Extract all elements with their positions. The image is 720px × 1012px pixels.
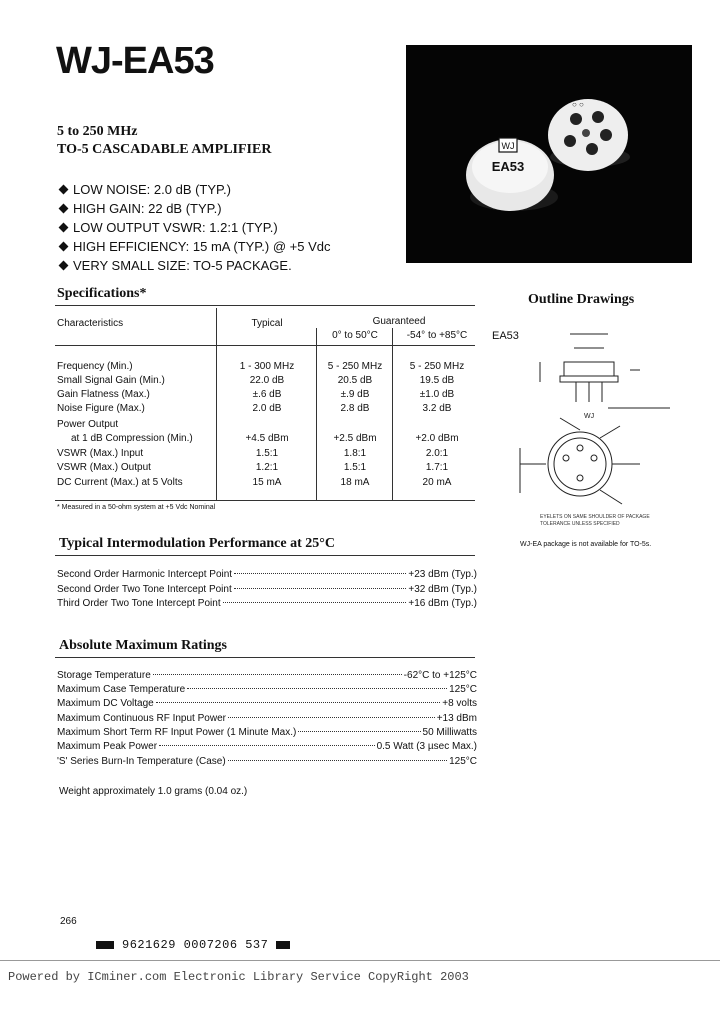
svg-text:WJ: WJ: [584, 413, 595, 420]
bullet-icon: [59, 223, 69, 233]
footer-divider: [0, 960, 720, 961]
rating-row: Maximum Case Temperature 125°C: [57, 684, 477, 695]
bullet-icon: [59, 204, 69, 214]
outline-heading: Outline Drawings: [528, 292, 635, 307]
col-characteristics: Characteristics: [57, 318, 124, 329]
spec-row: DC Current (Max.) at 5 Volts 15 mA 18 mA 20 mA: [57, 477, 452, 488]
weight-note: Weight approximately 1.0 grams (0.04 oz.): [59, 786, 248, 797]
barcode-mark-icon: [96, 941, 114, 949]
rating-row: Storage Temperature -62°C to +125°C: [57, 670, 477, 681]
svg-text:EYELETS ON SAME SHOULDER OF PA: EYELETS ON SAME SHOULDER OF PACKAGE: [540, 514, 650, 520]
intermod-row: Second Order Two Tone Intercept Point +32 dBm (Typ.): [57, 584, 477, 595]
divider: [55, 345, 475, 346]
intermod-heading: Typical Intermodulation Performance at 25°C: [59, 536, 335, 551]
feature-item: HIGH EFFICIENCY: 15 mA (TYP.) @ +5 Vdc: [58, 237, 331, 256]
bullet-icon: [59, 261, 69, 271]
spec-footnote: * Measured in a 50-ohm system at +5 Vdc Nominal: [57, 504, 216, 511]
rating-row: Maximum Short Term RF Input Power (1 Minute Max.) 50 Milliwatts: [57, 727, 477, 738]
bullet-icon: [59, 185, 69, 195]
spec-row: Frequency (Min.) 1 - 300 MHz 5 - 250 MHz 5 - 250 MHz: [57, 361, 465, 372]
divider: [55, 555, 475, 556]
barcode-mark-icon: [276, 941, 290, 949]
outline-note: WJ-EA package is not available for TO-5s.: [520, 541, 652, 548]
page-title: WJ-EA53: [56, 40, 214, 82]
intermod-row: Second Order Harmonic Intercept Point +23 dBm (Typ.): [57, 569, 477, 580]
rating-row: Maximum Peak Power 0.5 Watt (3 µsec Max.): [57, 741, 477, 752]
rating-row: Maximum Continuous RF Input Power +13 dBm: [57, 713, 477, 724]
feature-item: LOW NOISE: 2.0 dB (TYP.): [58, 180, 331, 199]
spec-row: Noise Figure (Max.) 2.0 dB 2.8 dB 3.2 dB: [57, 403, 452, 414]
absolute-max-heading: Absolute Maximum Ratings: [59, 638, 228, 653]
outline-drawing-art: [500, 318, 690, 528]
bullet-icon: [59, 242, 69, 252]
col-guaranteed: Guaranteed: [372, 316, 426, 327]
product-photo-art: [406, 45, 692, 263]
spec-row: VSWR (Max.) Output 1.2:1 1.5:1 1.7:1: [57, 462, 449, 473]
spec-row: Power Output: [57, 419, 119, 430]
rating-row: Maximum DC Voltage +8 volts: [57, 698, 477, 709]
spec-row: at 1 dB Compression (Min.) +4.5 dBm +2.5 dBm +2.0 dBm: [71, 433, 459, 444]
svg-text:WJ: WJ: [501, 141, 515, 151]
feature-item: VERY SMALL SIZE: TO-5 PACKAGE.: [58, 256, 331, 275]
divider: [55, 500, 475, 501]
spec-row: Small Signal Gain (Min.) 22.0 dB 20.5 dB 19.5 dB: [57, 375, 455, 386]
col-range-1: 0° to 50°C: [332, 330, 378, 341]
intermod-row: Third Order Two Tone Intercept Point +16 dBm (Typ.): [57, 598, 477, 609]
divider: [55, 657, 475, 658]
product-type: TO-5 CASCADABLE AMPLIFIER: [57, 142, 272, 157]
specifications-heading: Specifications*: [57, 286, 147, 301]
svg-text:EA53: EA53: [491, 159, 525, 174]
rating-row: 'S' Series Burn-In Temperature (Case) 125°C: [57, 756, 477, 767]
feature-list: [58, 180, 331, 275]
spec-row: VSWR (Max.) Input 1.5:1 1.8:1 2.0:1: [57, 448, 449, 459]
barcode-line: 9621629 0007206 537: [96, 938, 290, 952]
svg-text:○ ○: ○ ○: [572, 100, 584, 109]
page-number: 266: [60, 916, 77, 927]
col-range-2: -54° to +85°C: [406, 330, 468, 341]
outline-drawing: [500, 318, 690, 533]
feature-item: HIGH GAIN: 22 dB (TYP.): [58, 199, 331, 218]
footer-credit: Powered by ICminer.com Electronic Library Service CopyRight 2003: [8, 970, 469, 984]
col-typical: Typical: [251, 318, 283, 329]
svg-text:TOLERANCE UNLESS SPECIFIED: TOLERANCE UNLESS SPECIFIED: [540, 521, 620, 527]
spec-row: Gain Flatness (Max.) ±.6 dB ±.9 dB ±1.0 dB: [57, 389, 455, 400]
frequency-range: 5 to 250 MHz: [57, 124, 138, 139]
feature-item: LOW OUTPUT VSWR: 1.2:1 (TYP.): [58, 218, 331, 237]
product-photo: [406, 45, 692, 263]
divider: [55, 305, 475, 306]
outline-model-label: EA53: [492, 330, 519, 342]
